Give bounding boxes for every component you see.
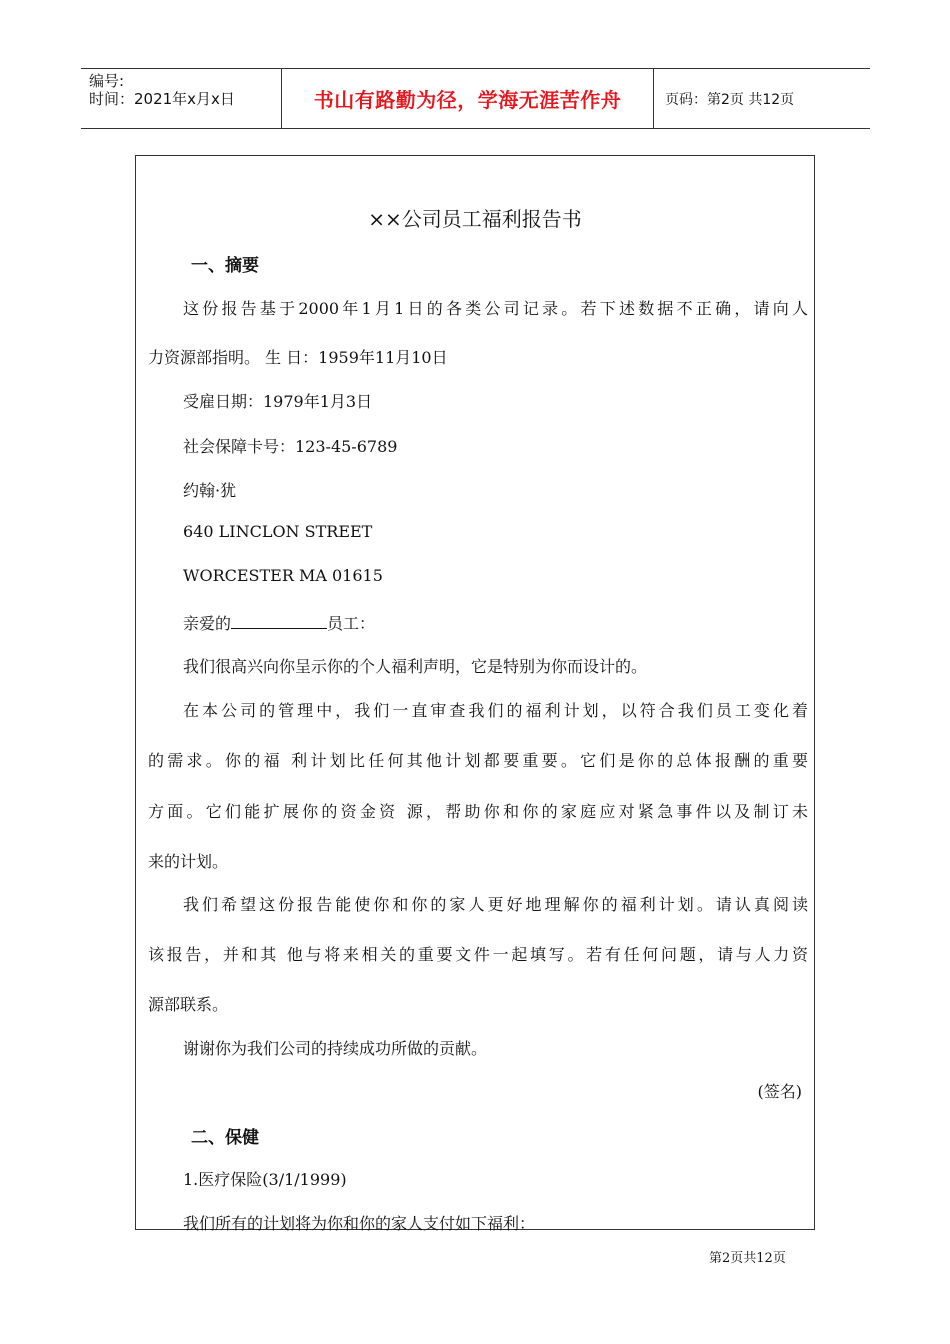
- section-heading-summary: 一、摘要: [191, 256, 259, 276]
- employee-name: 约翰·犹: [183, 481, 237, 500]
- paragraph-hope-line1: 我们希望这份报告能使你和你的家人更好地理解你的福利计划。请认真阅读: [183, 895, 808, 914]
- greeting-prefix: 亲爱的: [183, 614, 232, 633]
- address-line2: WORCESTER MA 01615: [183, 566, 383, 585]
- paragraph-hope-line2: 该报告，并和其 他与将来相关的重要文件一起填写。若有任何问题，请与人力资: [148, 945, 808, 964]
- medical-insurance-description: 我们所有的计划将为你和你的家人支付如下福利：: [183, 1214, 536, 1233]
- paragraph-intro-line2: 力资源部指明。 生 日：1959年11月10日: [148, 348, 448, 367]
- paragraph-intro-line1: 这份报告基于2000年1月1日的各类公司记录。若下述数据不正确，请向人: [183, 299, 808, 318]
- social-security-number: 社会保障卡号：123-45-6789: [183, 437, 398, 456]
- signature-label: (签名): [757, 1082, 802, 1101]
- address-line1: 640 LINCLON STREET: [183, 522, 373, 541]
- header-meta-cell: [81, 69, 281, 128]
- document-title: ××公司员工福利报告书: [368, 207, 582, 231]
- greeting-suffix: 员工：: [327, 614, 376, 633]
- footer-page-number: 第2页共12页: [709, 1251, 786, 1266]
- paragraph-statement: 我们很高兴向你呈示你的个人福利声明，它是特别为你而设计的。: [183, 657, 648, 676]
- hire-date: 受雇日期：1979年1月3日: [183, 392, 373, 411]
- paragraph-review-line1: 在本公司的管理中，我们一直审查我们的福利计划，以符合我们员工变化着: [183, 701, 808, 720]
- medical-insurance-item: 1.医疗保险(3/1/1999): [183, 1170, 347, 1189]
- greeting: [183, 611, 375, 634]
- paragraph-review-line4: 来的计划。: [148, 852, 229, 871]
- header-page-label: 页码：第2页 共12页: [665, 91, 795, 108]
- section-heading-healthcare: 二、保健: [191, 1128, 259, 1148]
- paragraph-hope-line3: 源部联系。: [148, 995, 229, 1014]
- document-body: [135, 155, 815, 1233]
- paragraph-review-line3: 方面。它们能扩展你的资金资 源，帮助你和你的家庭应对紧急事件以及制订未: [148, 802, 808, 821]
- paragraph-review-line2: 的需求。你的福 利计划比任何其他计划都要重要。它们是你的总体报酬的重要: [148, 751, 808, 770]
- header-table: [81, 68, 870, 129]
- paragraph-thanks: 谢谢你为我们公司的持续成功所做的贡献。: [183, 1039, 488, 1058]
- time-label: 时间：2021年x月x日: [89, 90, 235, 108]
- header-motto: 书山有路勤为径，学海无涯苦作舟: [281, 69, 654, 128]
- number-label: 编号:: [89, 72, 125, 90]
- name-blank-line: [231, 614, 327, 629]
